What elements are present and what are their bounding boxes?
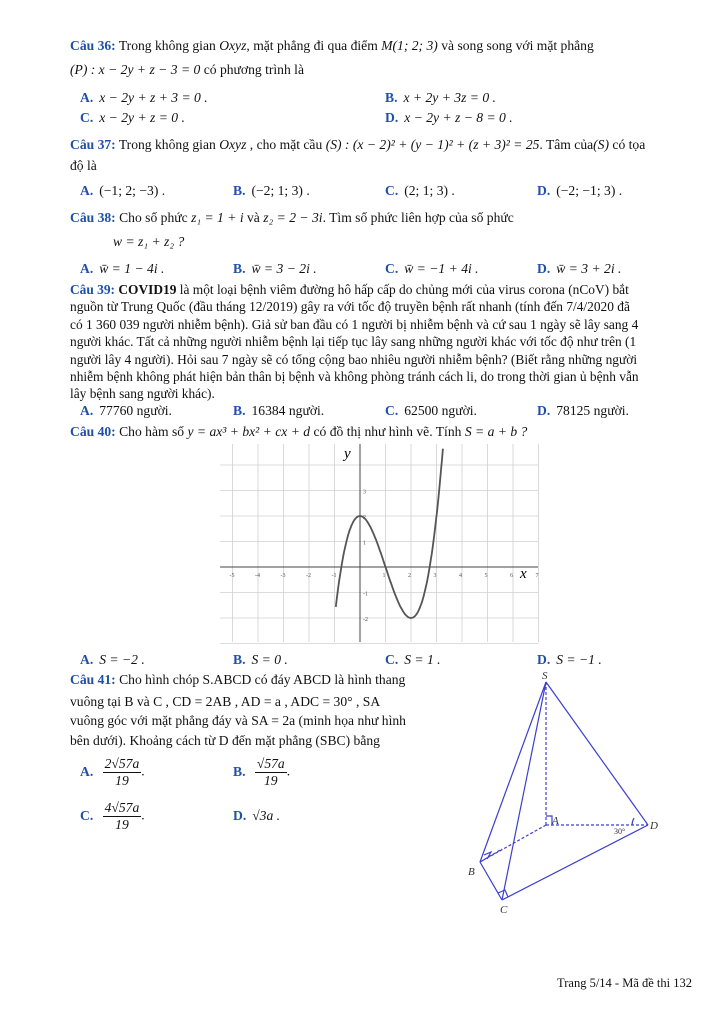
option-text: (2; 1; 3) . xyxy=(404,183,455,198)
option-text: (−2; −1; 3) . xyxy=(556,183,623,198)
option-text: 16384 người. xyxy=(251,403,325,418)
q41-line2: vuông tại B và C , CD = 2AB , AD = a , ADC = 30° , SA xyxy=(70,694,381,709)
option-label: A. xyxy=(80,403,94,418)
x-tick-label: 3 xyxy=(433,573,437,579)
q39-line: là một loại bệnh viêm đường hô hấp cấp do chủng mới của virus corona (nCoV) bắt xyxy=(179,282,629,297)
option-text: S = −1 . xyxy=(556,652,602,667)
option-text: w̄ = 1 − 4i . xyxy=(99,261,165,276)
q36-text: Trong không gian xyxy=(118,38,216,53)
option-label: C. xyxy=(385,403,399,418)
option-text: S = −2 . xyxy=(99,652,145,667)
fraction-denominator: 19 xyxy=(264,773,278,788)
q41-line3: vuông góc với mặt phẳng đáy và SA = 2a (minh họa như hình xyxy=(70,713,406,728)
option-label: B. xyxy=(385,90,398,105)
q39-line: lây bệnh sang người khác). xyxy=(70,386,215,402)
q40-func: y = ax³ + bx² + cx + d xyxy=(187,424,311,439)
q37-option-d[interactable] xyxy=(537,183,622,199)
q37-text2: , cho mặt cầu xyxy=(249,137,323,152)
q37-label: Câu 37: xyxy=(70,137,116,152)
option-label: A. xyxy=(80,763,94,779)
fraction-numerator: 2√57a xyxy=(104,756,140,771)
graph-grid xyxy=(220,444,539,644)
q41-line4: bên dưới). Khoảng cách từ D đến mặt phẳng (SBC) bằng xyxy=(70,733,380,748)
cubic-graph xyxy=(220,442,540,644)
option-label: C. xyxy=(80,807,94,823)
edge-bc xyxy=(480,862,502,900)
option-label: D. xyxy=(537,261,551,276)
y-axis-label: y xyxy=(344,446,351,462)
q36-option-a[interactable] xyxy=(80,90,208,106)
y-tick-label: 2 xyxy=(363,515,366,521)
vertex-b-label: B xyxy=(468,866,475,878)
option-suffix: . xyxy=(141,763,145,779)
q38-option-b[interactable] xyxy=(233,261,317,277)
q39-line: người khác. Tất cả những người nhiễm bệnh lại tiếp tục lây sang những người khác với tốc độ như trên (1 xyxy=(70,334,637,350)
q41-option-a[interactable] xyxy=(80,756,145,789)
q40-text2: có đồ thị như hình vẽ. Tính xyxy=(313,424,462,439)
q41-option-c[interactable] xyxy=(80,800,145,833)
q39-paragraph xyxy=(70,281,692,403)
q38-line1 xyxy=(70,210,514,226)
option-text: S = 0 . xyxy=(251,652,288,667)
edge-cd xyxy=(502,825,648,900)
x-tick-label: -4 xyxy=(255,573,260,579)
option-label: B. xyxy=(233,261,246,276)
option-fraction xyxy=(255,756,287,789)
q40-line1 xyxy=(70,424,527,440)
option-label: D. xyxy=(537,403,551,418)
edge-sc xyxy=(502,682,546,900)
x-tick-label: -1 xyxy=(331,573,337,579)
option-label: A. xyxy=(80,183,94,198)
q39-option-a[interactable] xyxy=(80,403,172,419)
vertex-s-label: S xyxy=(542,670,548,682)
q38-z2: z₂ = 2 − 3i xyxy=(263,210,323,225)
angle-30-label: 30° xyxy=(614,827,626,836)
q41-line1 xyxy=(70,672,405,688)
option-text: w̄ = 3 − 2i . xyxy=(251,261,317,276)
x-tick-label: 1 xyxy=(382,573,386,579)
option-text: 77760 người. xyxy=(99,403,172,418)
option-text: x + 2y + 3z = 0 . xyxy=(403,90,496,105)
q38-and: và xyxy=(247,210,260,225)
edge-sd xyxy=(546,682,648,825)
q39-line: có 1 360 039 người nhiễm bệnh). Giả sử ban đầu có 1 người bị nhiễm bệnh và cứ sau 1 ngày sẽ lây sang 4 xyxy=(70,316,639,332)
option-suffix: . xyxy=(141,807,145,823)
x-tick-label: -2 xyxy=(306,573,311,579)
option-fraction xyxy=(103,756,145,789)
x-tick-label: -5 xyxy=(229,573,235,579)
x-tick-label: 7 xyxy=(535,573,539,579)
vertex-d-label: D xyxy=(650,820,658,832)
x-tick-label: -3 xyxy=(280,573,286,579)
q36-label: Câu 36: xyxy=(70,38,116,53)
q38-z1: z₁ = 1 + i xyxy=(191,210,244,225)
q36-line1 xyxy=(70,38,594,54)
option-label: A. xyxy=(80,652,94,667)
option-text: S = 1 . xyxy=(404,652,441,667)
q36-text2: , mặt phẳng đi qua điểm xyxy=(246,38,378,53)
q38-option-c[interactable] xyxy=(385,261,479,277)
option-label: D. xyxy=(385,110,399,125)
x-tick-label: 4 xyxy=(459,573,462,579)
option-text: w̄ = 3 + 2i . xyxy=(556,261,622,276)
q37-space: Oxyz xyxy=(219,137,247,152)
q39-line: người lây 4 người). Hỏi sau 7 ngày sẽ có tổng cộng bao nhiêu người nhiễm bệnh? (Biết rằng những người xyxy=(70,351,638,367)
q39-line: nguồn từ Trung Quốc (đầu tháng 12/2019) gây ra với tốc độ truyền bệnh rất nhanh (tính đến 7/4/2020 đã xyxy=(70,299,630,315)
vertex-a-label: A xyxy=(552,815,559,827)
option-label: A. xyxy=(80,90,94,105)
y-tick-label: 3 xyxy=(363,489,366,496)
option-label: B. xyxy=(233,183,246,198)
x-tick-label: 5 xyxy=(484,573,488,579)
q39-option-d[interactable] xyxy=(537,403,629,419)
option-text: x − 2y + z + 3 = 0 . xyxy=(99,90,208,105)
pyramid-figure xyxy=(462,668,692,918)
q36-line2 xyxy=(70,62,304,78)
option-label: D. xyxy=(537,652,551,667)
fraction-numerator: √57a xyxy=(256,756,285,771)
q39-option-c[interactable] xyxy=(385,403,477,419)
option-fraction xyxy=(103,800,145,833)
q36-option-c[interactable] xyxy=(80,110,185,126)
edge-sb xyxy=(480,682,546,862)
q37-line1 xyxy=(70,137,645,153)
fraction-numerator: 4√57a xyxy=(104,800,140,815)
option-label: B. xyxy=(233,652,246,667)
q38-w: w = z₁ + z₂ ? xyxy=(113,234,185,249)
option-label: C. xyxy=(385,261,399,276)
q37-s: (S) xyxy=(593,137,610,152)
q36-point: M(1; 2; 3) xyxy=(381,38,438,53)
q36-text4: có phương trình là xyxy=(203,62,304,77)
q37-line2: độ là xyxy=(70,158,97,173)
q40-option-d[interactable] xyxy=(537,652,602,668)
q36-space: Oxyz xyxy=(219,38,247,53)
q37-option-c[interactable] xyxy=(385,183,455,199)
y-tick-label: 1 xyxy=(363,540,366,547)
q36-text3: và song song với mặt phẳng xyxy=(441,38,594,53)
q37-option-b[interactable] xyxy=(233,183,310,199)
x-axis-label: x xyxy=(520,566,527,582)
q38-option-a[interactable] xyxy=(80,261,164,277)
q38-label: Câu 38: xyxy=(70,210,116,225)
q41-option-d[interactable] xyxy=(233,808,280,824)
q39-label: Câu 39: xyxy=(70,282,116,297)
q41-text: Cho hình chóp S.ABCD có đáy ABCD là hình thang xyxy=(119,672,406,687)
q36-option-d[interactable] xyxy=(385,110,513,126)
x-tick-label: 2 xyxy=(408,573,411,579)
option-label: B. xyxy=(233,763,246,779)
fraction-denominator: 19 xyxy=(115,817,129,832)
q37-text3: . Tâm của xyxy=(539,137,594,152)
option-label: A. xyxy=(80,261,94,276)
q37-option-a[interactable] xyxy=(80,183,165,199)
q39-option-b[interactable] xyxy=(233,403,324,419)
q37-text4: có tọa xyxy=(612,137,646,152)
option-text: 62500 người. xyxy=(404,403,477,418)
q36-option-b[interactable] xyxy=(385,90,496,106)
q41-label: Câu 41: xyxy=(70,672,116,687)
option-label: C. xyxy=(385,183,399,198)
page-footer: Trang 5/14 - Mã đề thi 132 xyxy=(557,976,692,990)
option-label: C. xyxy=(80,110,94,125)
q40-target: S = a + b ? xyxy=(464,424,528,439)
q38-option-d[interactable] xyxy=(537,261,621,277)
q40-option-c[interactable] xyxy=(385,652,441,668)
q39-line: nhiễm bệnh không phát hiện bản thân bị bệnh và không phòng tránh cách li, do trong thời gian ủ bệnh vẫn xyxy=(70,369,639,385)
q40-label: Câu 40: xyxy=(70,424,116,439)
q41-option-b[interactable] xyxy=(233,756,290,789)
x-tick-label: 6 xyxy=(510,573,513,579)
y-tick-label: -1 xyxy=(363,591,368,598)
option-label: C. xyxy=(385,652,399,667)
q38-text2: . Tìm số phức liên hợp của số phức xyxy=(322,210,514,225)
q40-option-b[interactable] xyxy=(233,652,288,668)
option-text: (−2; 1; 3) . xyxy=(251,183,310,198)
q40-text: Cho hàm số xyxy=(119,424,185,439)
option-text: x − 2y + z − 8 = 0 . xyxy=(404,110,513,125)
option-label: D. xyxy=(233,808,247,823)
y-tick-label: -2 xyxy=(363,617,368,623)
option-text: w̄ = −1 + 4i . xyxy=(404,261,479,276)
option-label: B. xyxy=(233,403,246,418)
vertex-c-label: C xyxy=(500,904,508,916)
option-suffix: . xyxy=(286,763,291,779)
angle-arc-d xyxy=(632,818,634,825)
q39-bold: COVID19 xyxy=(118,282,177,297)
option-text: √3a . xyxy=(252,808,281,823)
q40-option-a[interactable] xyxy=(80,652,145,668)
q37-text: Trong không gian xyxy=(118,137,216,152)
option-text: 78125 người. xyxy=(556,403,629,418)
option-label: D. xyxy=(537,183,551,198)
axis-ticks xyxy=(230,490,539,624)
fraction-denominator: 19 xyxy=(115,773,129,788)
q38-text: Cho số phức xyxy=(119,210,188,225)
option-text: (−1; 2; −3) . xyxy=(99,183,166,198)
option-text: x − 2y + z = 0 . xyxy=(99,110,185,125)
q36-plane: (P) : x − 2y + z − 3 = 0 xyxy=(70,62,201,77)
q37-sphere: (S) : (x − 2)² + (y − 1)² + (z + 3)² = 25 xyxy=(325,137,540,152)
